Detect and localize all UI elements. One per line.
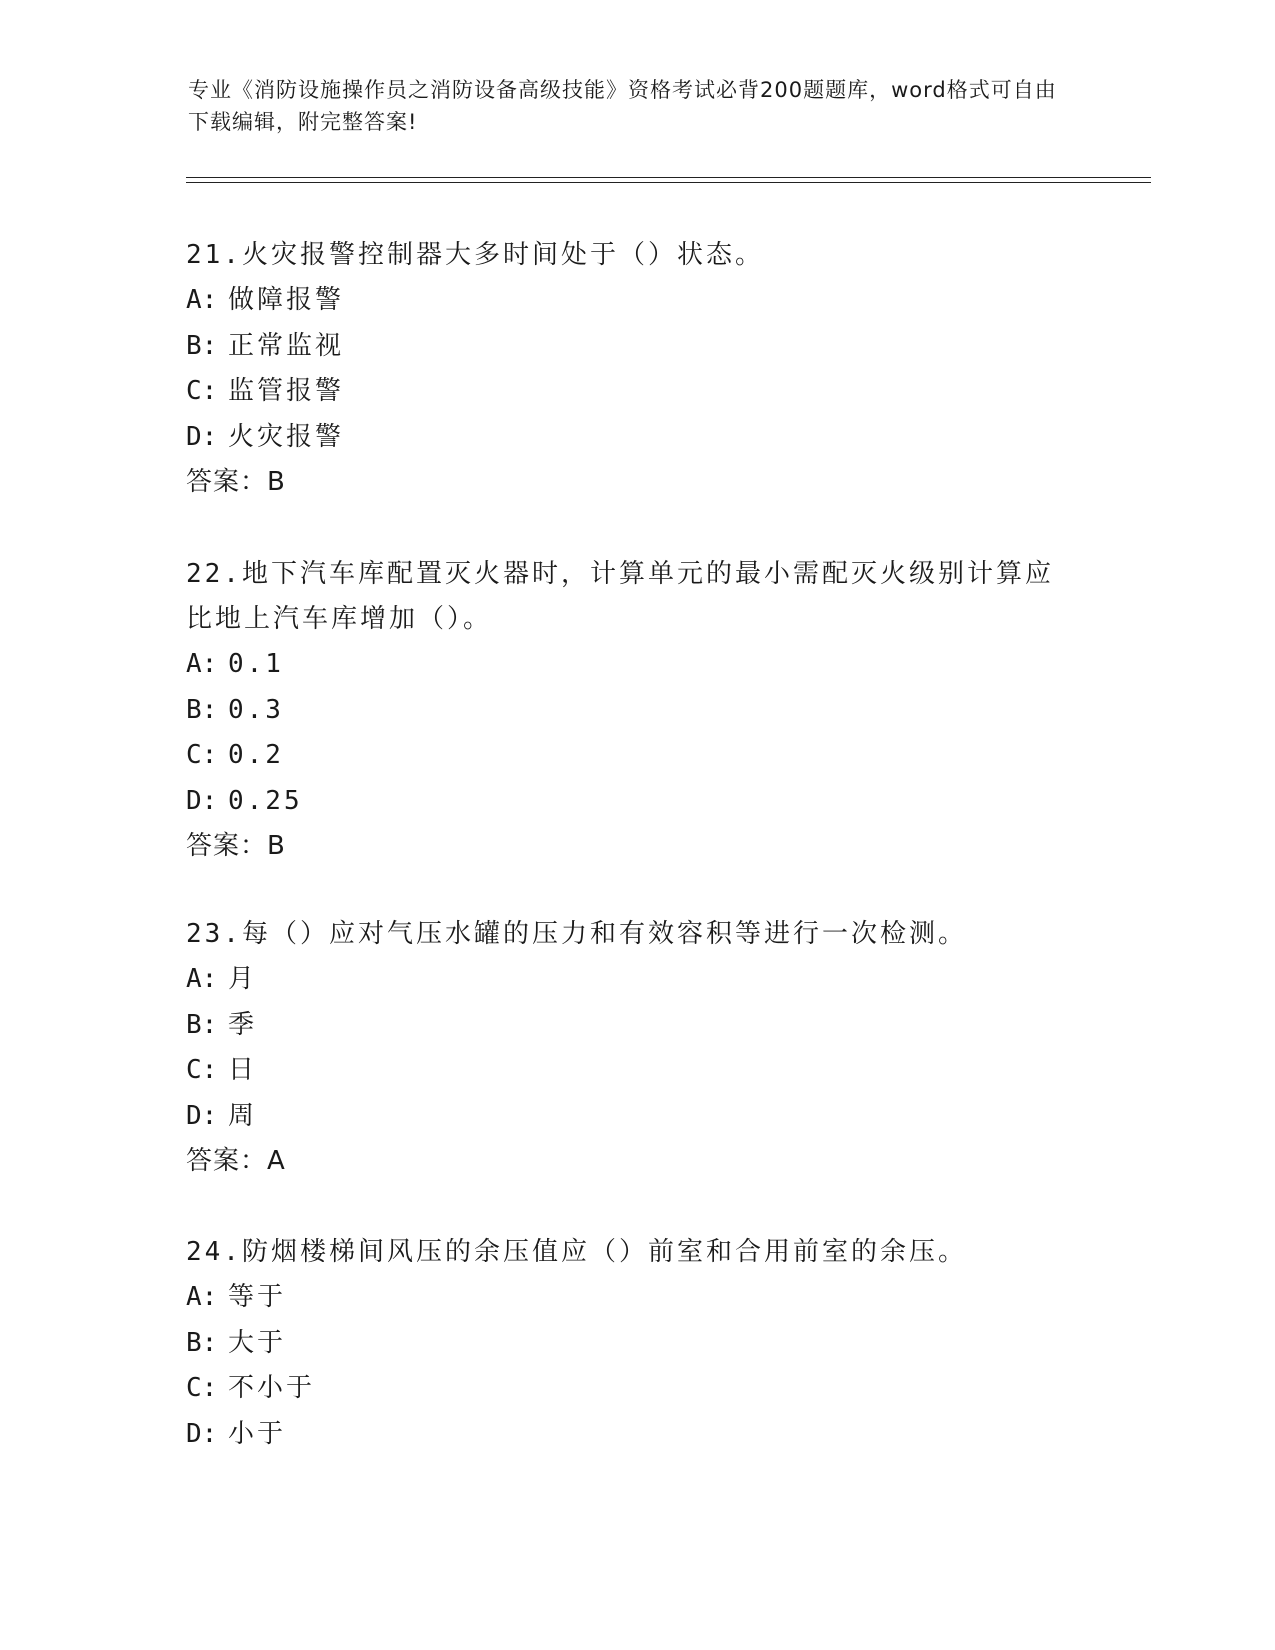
question-23: [186, 912, 1086, 1184]
option-text: 日: [228, 1055, 258, 1085]
option-text: 等于: [228, 1282, 287, 1312]
question-stem: 21.火灾报警控制器大多时间处于（）状态。: [186, 240, 764, 270]
option-letter: A:: [186, 285, 218, 315]
option-c: [186, 1366, 1086, 1412]
option-d: [186, 779, 1086, 825]
option-text: 0.1: [228, 649, 284, 679]
option-letter: D:: [186, 785, 218, 816]
option-text: 周: [228, 1100, 258, 1131]
option-letter: A:: [186, 1282, 218, 1312]
option-letter: D:: [186, 1418, 218, 1449]
option-text: 0.2: [228, 740, 284, 770]
option-b: [186, 1003, 1086, 1049]
option-text: 正常监视: [228, 330, 345, 361]
header-divider-top: [186, 177, 1151, 178]
question-stem: 22.地下汽车库配置灭火器时，计算单元的最小需配灭火级别计算应比地上汽车库增加（）。: [186, 559, 1054, 634]
option-text: 不小于: [228, 1373, 316, 1403]
option-c: [186, 733, 1086, 779]
option-letter: D:: [186, 1100, 218, 1131]
question-21: [186, 233, 1086, 505]
option-b: [186, 324, 1086, 370]
option-text: 监管报警: [228, 376, 345, 406]
option-text: 大于: [228, 1327, 287, 1358]
option-d: [186, 1412, 1086, 1458]
option-letter: C:: [186, 1373, 218, 1403]
option-text: 季: [228, 1009, 258, 1040]
option-text: 火灾报警: [228, 421, 345, 452]
document-header: 专业《消防设施操作员之消防设备高级技能》资格考试必背200题题库，word格式可自由下载编辑，附完整答案!: [188, 78, 1057, 134]
answer-line: 答案：B: [186, 467, 286, 497]
answer-line: 答案：A: [186, 1146, 286, 1176]
option-a: [186, 278, 1086, 324]
question-stem: 23.每（）应对气压水罐的压力和有效容积等进行一次检测。: [186, 919, 967, 949]
option-text: 做障报警: [228, 285, 345, 315]
option-b: [186, 1321, 1086, 1367]
option-letter: C:: [186, 1055, 218, 1085]
option-a: [186, 1275, 1086, 1321]
option-c: [186, 1048, 1086, 1094]
option-d: [186, 415, 1086, 461]
question-24: [186, 1230, 1086, 1457]
question-stem: 24.防烟楼梯间风压的余压值应（）前室和合用前室的余压。: [186, 1237, 967, 1267]
option-letter: B:: [186, 330, 218, 361]
answer-line: 答案：B: [186, 831, 286, 861]
option-text: 小于: [228, 1418, 287, 1449]
question-22: [186, 552, 1086, 869]
option-letter: B:: [186, 694, 218, 725]
option-b: [186, 688, 1086, 734]
option-letter: C:: [186, 740, 218, 770]
option-text: 月: [228, 964, 258, 994]
header-divider-bottom: [186, 182, 1151, 183]
option-d: [186, 1094, 1086, 1140]
option-letter: A:: [186, 649, 218, 679]
option-a: [186, 957, 1086, 1003]
option-text: 0.3: [228, 694, 284, 725]
option-a: [186, 642, 1086, 688]
option-letter: C:: [186, 376, 218, 406]
option-c: [186, 369, 1086, 415]
option-letter: B:: [186, 1327, 218, 1358]
option-text: 0.25: [228, 785, 303, 816]
option-letter: A:: [186, 964, 218, 994]
option-letter: B:: [186, 1009, 218, 1040]
option-letter: D:: [186, 421, 218, 452]
